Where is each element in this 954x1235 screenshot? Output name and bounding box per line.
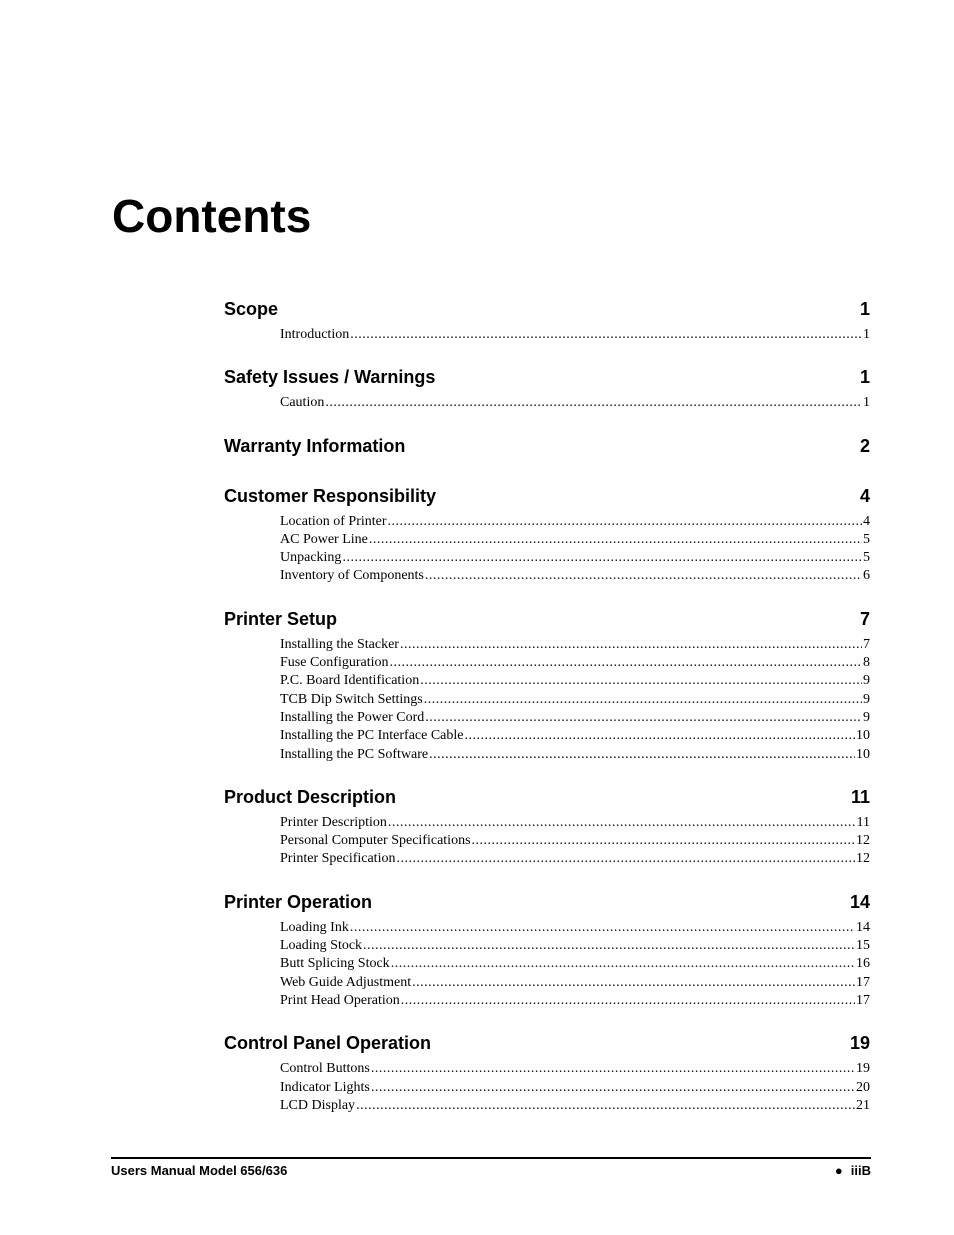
dot-leader [465,727,856,745]
footer-page-number [835,1163,871,1178]
toc-entry[interactable] [280,636,870,654]
entry-title: Personal Computer Specifications [280,833,471,849]
section-title: Warranty Information [224,435,406,456]
entry-title: Indicator Lights [280,1079,370,1095]
toc-entry[interactable] [280,672,870,690]
section-page-number: 11 [850,786,870,807]
dot-leader [424,691,862,709]
toc-entry[interactable] [280,992,870,1010]
toc-section-heading[interactable] [224,364,870,390]
dot-leader [371,1060,855,1078]
toc-entry[interactable] [280,691,870,709]
dot-leader [425,709,862,727]
toc-entry[interactable] [280,919,870,937]
toc-section-heading[interactable] [224,889,870,915]
entry-title: Printer Specification [280,851,396,867]
toc-section [224,364,870,412]
entry-title: Unpacking [280,550,342,566]
footer-manual-title: Users Manual Model 656/636 [111,1163,288,1178]
entry-title: Introduction [280,327,350,342]
entry-title: Installing the Stacker [280,636,399,652]
toc-section-heading[interactable] [224,606,870,632]
entry-page-number: 19 [856,1061,870,1077]
entry-title: AC Power Line [280,531,368,547]
entry-page-number: 1 [863,395,870,411]
toc-section [224,296,870,344]
entry-page-number: 16 [856,956,870,972]
table-of-contents [224,296,870,1115]
toc-entry[interactable] [280,394,870,412]
entry-title: Control Buttons [280,1061,370,1077]
dot-leader [401,992,855,1010]
entry-title: TCB Dip Switch Settings [280,691,423,707]
dot-leader [472,832,855,850]
toc-section [224,483,870,586]
entry-page-number: 6 [863,568,870,584]
dot-leader [388,814,856,832]
toc-section-heading[interactable] [224,433,870,459]
entry-title: Caution [280,395,325,411]
bullet-icon: ● [834,1163,843,1178]
section-title: Customer Responsibility [224,485,437,506]
section-page-number: 2 [859,435,870,456]
entry-page-number: 5 [863,531,870,547]
toc-section [224,1030,870,1115]
toc-entry[interactable] [280,814,870,832]
entry-title: Printer Description [280,814,387,830]
section-spacer [224,344,870,364]
section-page-number: 1 [859,367,870,388]
toc-section [224,606,870,764]
toc-entry[interactable] [280,709,870,727]
section-spacer [224,413,870,433]
toc-entry[interactable] [280,955,870,973]
dot-leader [350,326,862,344]
section-title: Scope [224,299,279,319]
entry-page-number: 12 [856,851,870,867]
toc-section [224,889,870,1010]
toc-entry[interactable] [280,1060,870,1078]
entry-page-number: 9 [863,709,870,725]
toc-entry[interactable] [280,567,870,585]
toc-entry[interactable] [280,513,870,531]
section-title: Product Description [224,786,397,807]
entry-title: Butt Splicing Stock [280,956,390,972]
dot-leader [400,636,862,654]
entry-page-number: 7 [863,636,870,652]
toc-entry-list [280,326,870,344]
entry-page-number: 15 [856,938,870,954]
dot-leader [429,746,855,764]
entry-title: Web Guide Adjustment [280,974,412,990]
toc-section [224,433,870,459]
section-page-number: 4 [859,485,870,506]
entry-title: Installing the PC Interface Cable [280,728,464,744]
toc-entry-list [280,814,870,869]
entry-page-number: 17 [856,992,870,1008]
section-title: Printer Setup [224,608,338,629]
toc-section-heading[interactable] [224,784,870,810]
dot-leader [350,919,855,937]
toc-entry[interactable] [280,727,870,745]
entry-page-number: 14 [856,919,870,935]
toc-entry[interactable] [280,974,870,992]
toc-entry[interactable] [280,1097,870,1115]
dot-leader [325,394,862,412]
toc-entry[interactable] [280,654,870,672]
toc-entry-list [280,919,870,1010]
footer-page-label: iiiB [850,1163,871,1178]
toc-entry[interactable] [280,549,870,567]
dot-leader [420,672,862,690]
toc-entry[interactable] [280,326,870,344]
entry-page-number: 17 [856,974,870,990]
entry-page-number: 8 [863,655,870,671]
dot-leader [388,513,862,531]
entry-title: Print Head Operation [280,992,400,1008]
entry-title: P.C. Board Identification [280,673,420,689]
section-spacer [224,764,870,784]
entry-page-number: 4 [863,513,870,529]
toc-entry[interactable] [280,531,870,549]
dot-leader [391,955,855,973]
section-page-number: 14 [849,891,870,912]
entry-page-number: 20 [856,1079,870,1095]
dot-leader [363,937,855,955]
dot-leader [356,1097,855,1115]
section-page-number: 1 [859,299,870,319]
dot-leader [369,531,862,549]
entry-title: Installing the PC Software [280,746,429,762]
section-title: Safety Issues / Warnings [224,367,436,388]
toc-entry-list [280,394,870,412]
dot-leader [342,549,862,567]
toc-entry[interactable] [280,850,870,868]
page-footer [111,1157,871,1178]
section-spacer [224,869,870,889]
entry-title: Fuse Configuration [280,655,389,671]
dot-leader [425,567,862,585]
section-spacer [224,1010,870,1030]
entry-page-number: 1 [863,327,870,342]
dot-leader [371,1079,855,1097]
toc-section-heading[interactable] [224,483,870,509]
entry-page-number: 12 [856,833,870,849]
dot-leader [412,974,855,992]
entry-page-number: 9 [863,673,870,689]
entry-page-number: 10 [856,728,870,744]
entry-title: Location of Printer [280,513,387,529]
toc-section-heading[interactable] [224,1030,870,1056]
entry-page-number: 9 [863,691,870,707]
section-page-number: 19 [849,1033,870,1054]
section-title: Printer Operation [224,891,373,912]
section-spacer [224,459,870,483]
section-spacer [224,586,870,606]
toc-entry[interactable] [280,937,870,955]
toc-entry-list [280,636,870,764]
section-title: Control Panel Operation [224,1033,432,1054]
entry-page-number: 21 [856,1097,870,1113]
dot-leader [390,654,863,672]
entry-title: Loading Stock [280,938,363,954]
entry-title: Loading Ink [280,919,349,935]
entry-title: LCD Display [280,1097,356,1113]
entry-title: Inventory of Components [280,568,424,584]
dot-leader [396,850,855,868]
page-title: Contents [112,190,312,242]
entry-page-number: 5 [863,550,870,566]
entry-page-number: 11 [856,814,870,830]
toc-entry[interactable] [280,832,870,850]
entry-title: Installing the Power Cord [280,709,425,725]
toc-section [224,784,870,869]
toc-entry-list [280,513,870,586]
toc-entry[interactable] [280,1079,870,1097]
toc-entry-list [280,1060,870,1115]
entry-page-number: 10 [856,746,870,762]
section-page-number: 7 [859,608,870,629]
toc-section-heading[interactable] [224,296,870,322]
toc-entry[interactable] [280,746,870,764]
